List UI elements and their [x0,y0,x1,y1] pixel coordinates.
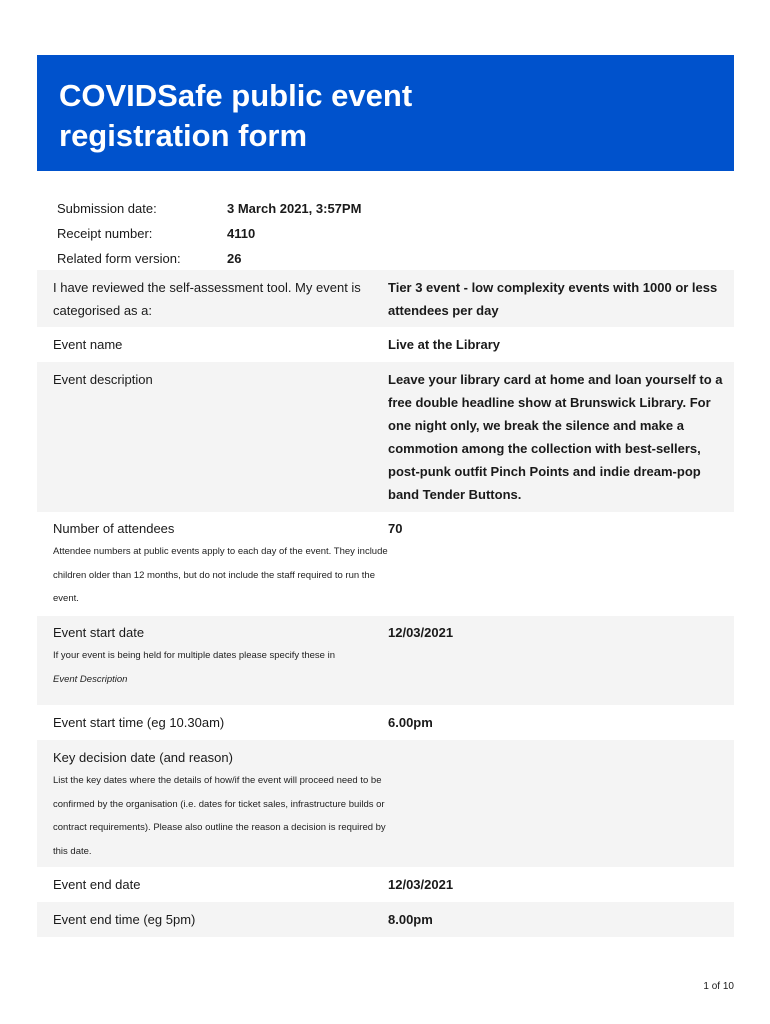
field-value: 12/03/2021 [388,877,454,892]
form-header [37,55,734,171]
meta-row-receipt-number [57,221,717,246]
field-label: Event description [53,372,153,387]
field-value: Tier 3 event - low complexity events with 1000 or less attendees per day [388,280,718,318]
field-value: 6.00pm [388,715,433,730]
meta-row-form-version [57,246,717,271]
meta-value: 3 March 2021, 3:57PM [227,201,362,216]
field-row-event-end-time [37,902,734,937]
field-row-event-start-time [37,705,734,740]
field-value: Leave your library card at home and loan yourself to a free double headline show at Brunswick Library. For one night only, we break the silence and make a commotion among the collection with best-sellers, post-punk outfit Pinch Points and indie dream-pop band Tender Buttons. [388,372,723,502]
field-note: List the key dates where the details of how/if the event will proceed need to be confirmed by the organisation (i.e. dates for ticket sales, infrastructure builds or contract requirements). Please also outline the reason a decision is required by this date. [53,775,386,857]
field-row-event-name [37,327,734,362]
field-value: Live at the Library [388,337,500,352]
field-value: 8.00pm [388,912,433,927]
field-row-key-decision-date [37,740,734,867]
field-label: Event start time (eg 10.30am) [53,715,225,730]
submission-meta [57,196,717,271]
field-label: Event start date [53,625,145,640]
field-label-block [53,517,388,616]
field-value: 70 [388,521,403,536]
field-row-event-end-date [37,867,734,902]
field-value [388,746,734,867]
field-label: Number of attendees [53,521,175,536]
field-note-emphasis [53,668,388,692]
form-title: COVIDSafe public event registration form [59,78,413,153]
meta-row-submission-date [57,196,717,221]
field-label-block [53,621,388,705]
field-note: If your event is being held for multiple dates please specify these in [53,650,335,661]
field-row-event-description [37,362,734,512]
meta-value: 4110 [227,226,256,241]
field-value: 12/03/2021 [388,625,454,640]
field-label: Key decision date (and reason) [53,750,233,765]
field-label: Event name [53,337,123,352]
field-note-em-text: Event Description [53,673,128,685]
field-row-number-of-attendees [37,512,734,616]
field-label: Event end date [53,877,141,892]
field-row-event-start-date [37,616,734,705]
field-row-event-tier [37,270,734,327]
meta-label: Related form version: [57,251,181,266]
page-number: 1 of 10 [703,981,734,992]
meta-label: Receipt number: [57,226,153,241]
field-label: I have reviewed the self-assessment tool. My event is categorised as a: [53,280,361,318]
field-label-block [53,746,388,867]
field-note: Attendee numbers at public events apply to each day of the event. They include children older than 12 months, but do not include the staff required to run the event. [53,546,388,604]
meta-value: 26 [227,251,242,266]
meta-label: Submission date: [57,201,157,216]
field-label: Event end time (eg 5pm) [53,912,196,927]
